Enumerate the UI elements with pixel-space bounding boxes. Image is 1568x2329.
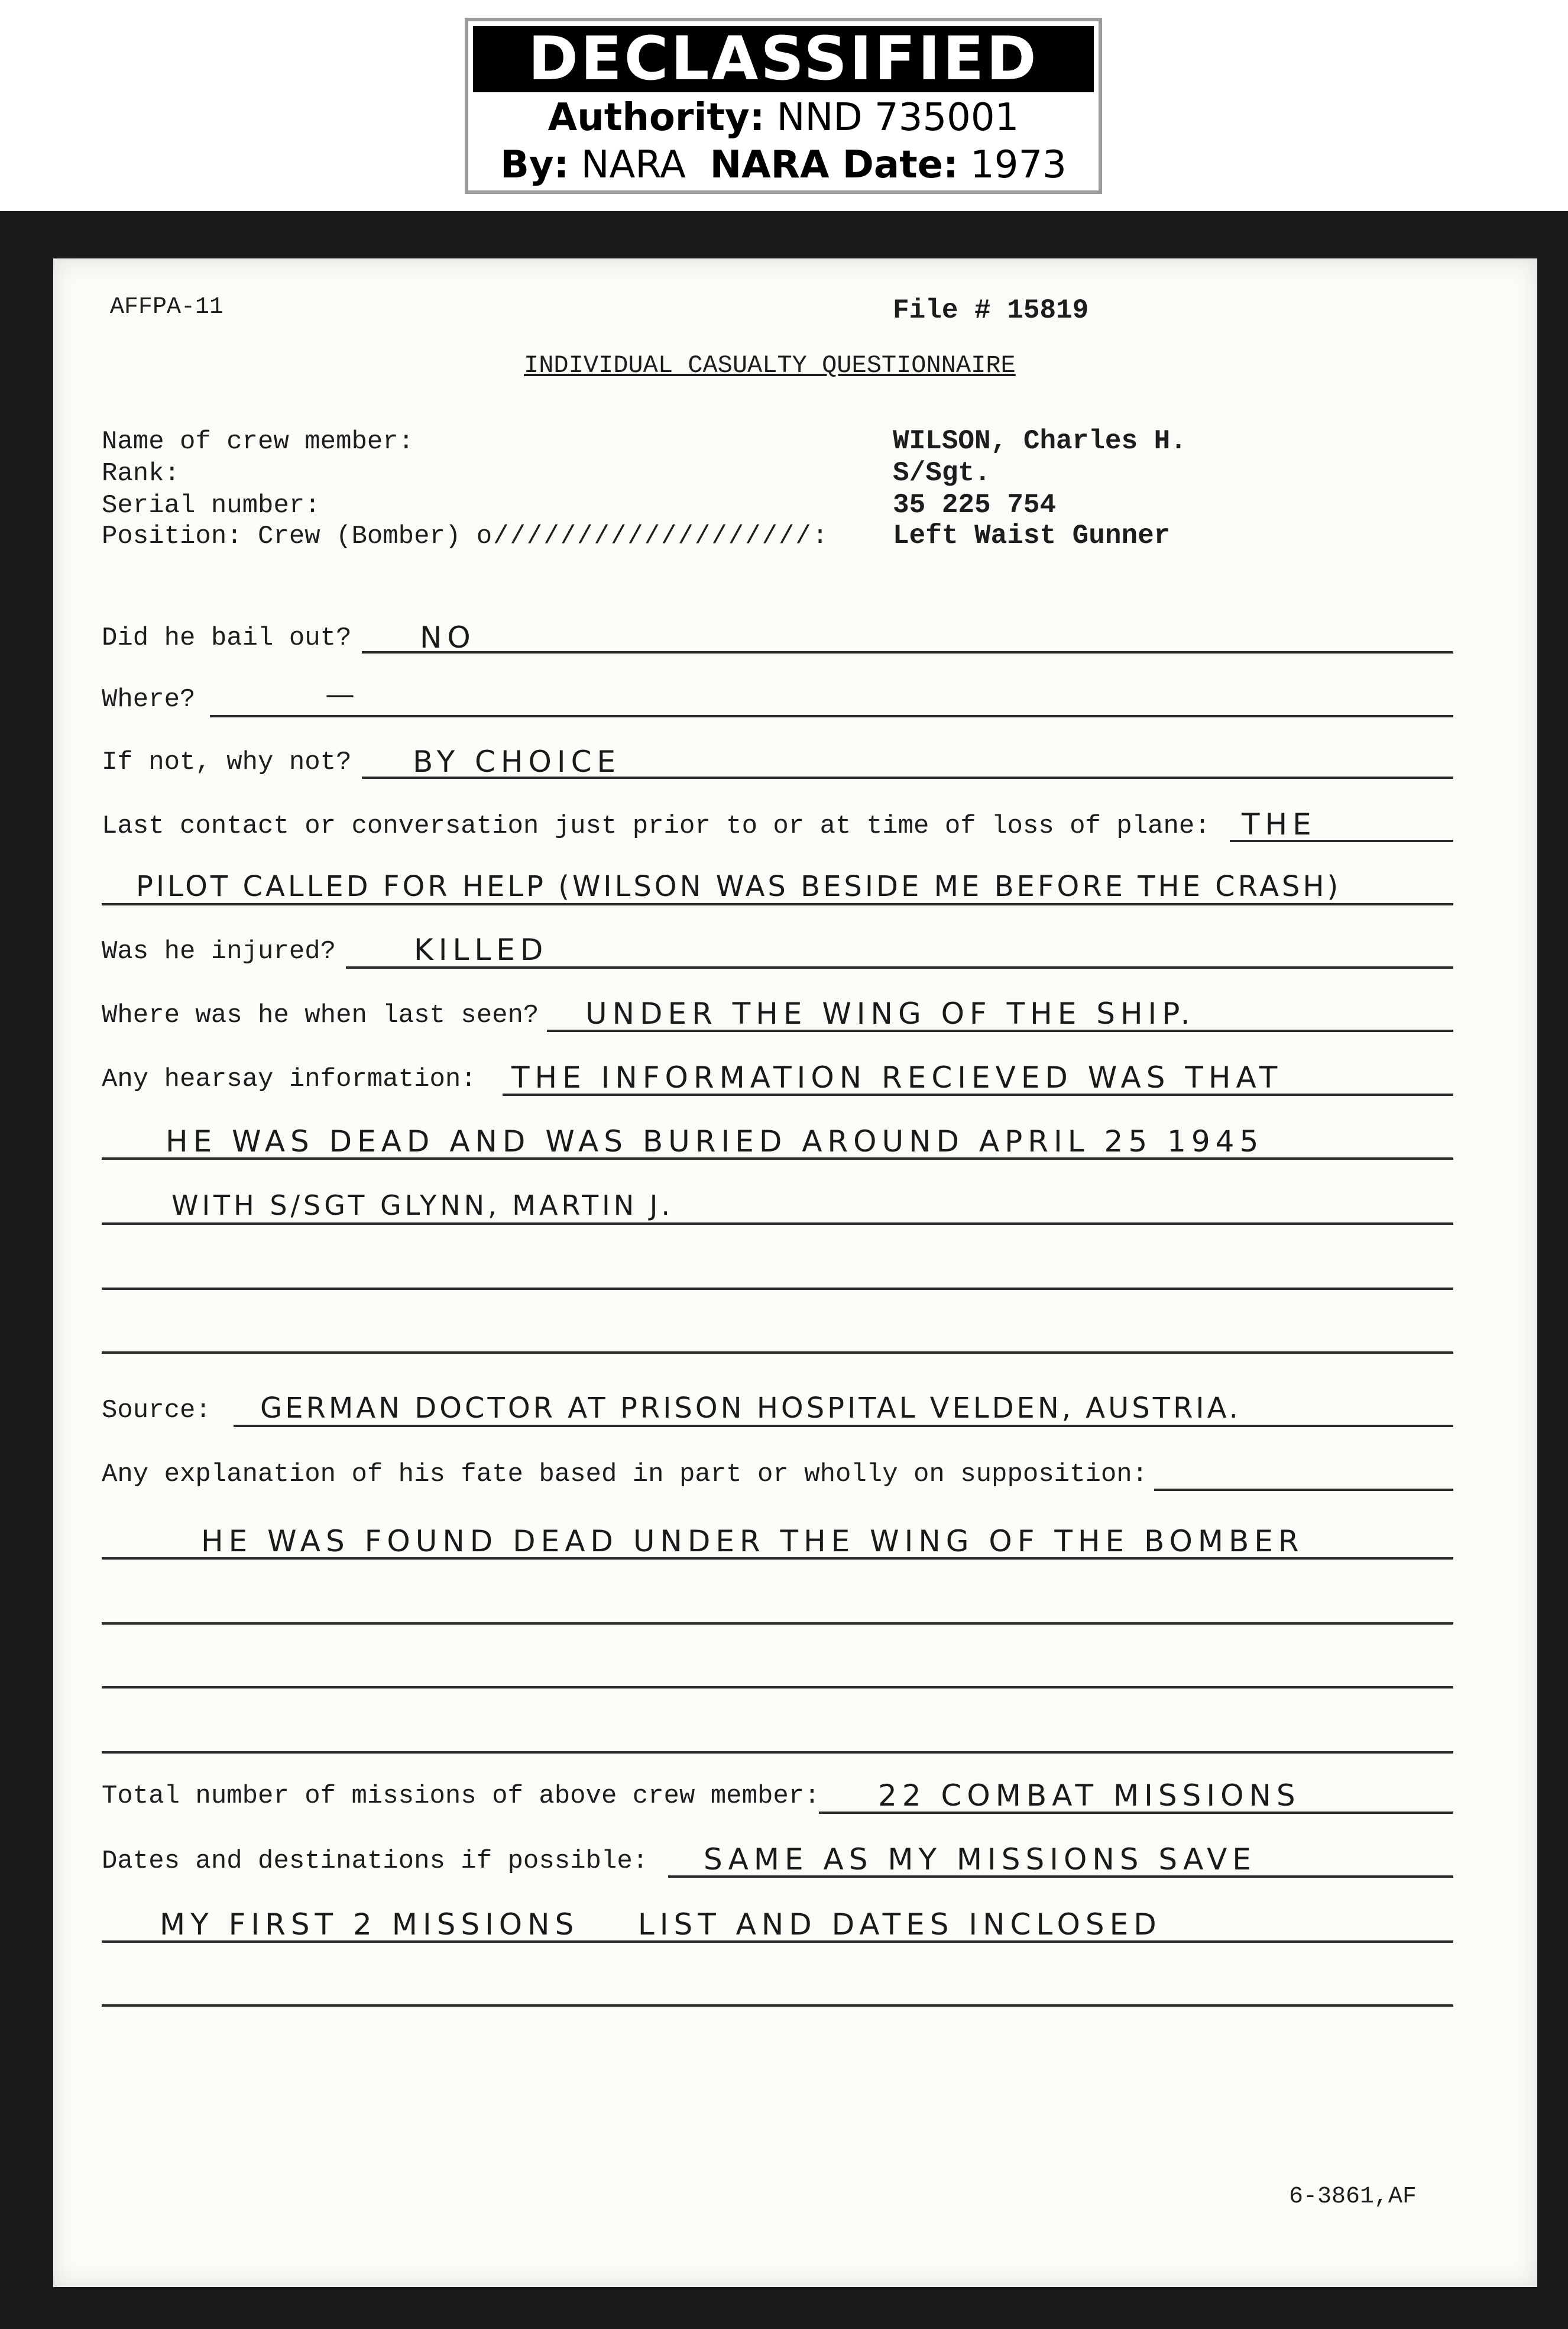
stamp-by-label: By: xyxy=(500,143,569,187)
position-prefix: Position: Crew (Bomber) xyxy=(102,522,461,551)
answer-line xyxy=(102,903,1453,905)
crew-rank-value: S/Sgt. xyxy=(893,458,991,489)
answer-injured: KILLED xyxy=(414,933,549,967)
stamp-authority-line xyxy=(468,96,1099,140)
position-struck-out: o/////////////////// xyxy=(476,522,812,551)
position-colon: : xyxy=(812,522,828,551)
question-source: Source: xyxy=(102,1396,211,1425)
question-last-seen: Where was he when last seen? xyxy=(102,1001,539,1030)
question-dates-destinations: Dates and destinations if possible: xyxy=(102,1846,649,1876)
form-title: INDIVIDUAL CASUALTY QUESTIONNAIRE xyxy=(524,351,1016,380)
question-missions-total: Total number of missions of above crew member: xyxy=(102,1781,820,1811)
answer-line-blank xyxy=(102,1686,1453,1688)
answer-source: GERMAN DOCTOR AT PRISON HOSPITAL VELDEN, AUSTRIA. xyxy=(260,1392,1241,1425)
question-where: Where? xyxy=(102,685,196,714)
answer-hearsay-3: WITH S/SGT GLYNN, MARTIN J. xyxy=(171,1189,673,1221)
stamp-by-value: NARA xyxy=(581,143,686,187)
answer-line xyxy=(102,1222,1453,1225)
stamp-title: DECLASSIFIED xyxy=(473,26,1094,92)
answer-line xyxy=(210,715,1453,717)
answer-explanation: HE WAS FOUND DEAD UNDER THE WING OF THE BOMBER xyxy=(201,1524,1304,1558)
question-injured: Was he injured? xyxy=(102,937,336,966)
crew-name-value: WILSON, Charles H. xyxy=(893,426,1187,457)
answer-line-blank xyxy=(102,2004,1453,2007)
answer-missions-total: 22 COMBAT MISSIONS xyxy=(878,1778,1301,1813)
answer-line xyxy=(362,651,1453,654)
answer-why-not: BY CHOICE xyxy=(413,745,621,779)
stamp-authority-value: NND 735001 xyxy=(776,96,1019,140)
footer-form-code: 6-3861,AF xyxy=(1289,2184,1417,2210)
answer-line xyxy=(1154,1489,1453,1491)
stamp-authority-label: Authority: xyxy=(547,96,765,140)
answer-dates-2: MY FIRST 2 MISSIONS LIST AND DATES INCLOSED xyxy=(160,1907,1162,1942)
crew-serial-value: 35 225 754 xyxy=(893,490,1057,520)
label-rank: Rank: xyxy=(102,459,180,489)
stamp-date-value: 1973 xyxy=(970,143,1067,187)
crew-position-value: Left Waist Gunner xyxy=(893,520,1171,551)
answer-dates-1: SAME AS MY MISSIONS SAVE xyxy=(704,1842,1256,1877)
answer-where: — xyxy=(325,677,360,711)
questionnaire-page xyxy=(53,258,1537,2287)
form-code: AFFPA-11 xyxy=(110,294,224,321)
label-serial: Serial number: xyxy=(102,491,320,520)
scanned-document xyxy=(0,211,1568,2329)
label-position xyxy=(102,523,828,549)
answer-line-blank xyxy=(102,1288,1453,1290)
question-why-not: If not, why not? xyxy=(102,748,352,777)
answer-bail-out: NO xyxy=(420,620,476,655)
answer-last-contact-2: PILOT CALLED FOR HELP (WILSON WAS BESIDE ME BEFORE THE CRASH) xyxy=(136,870,1342,903)
question-last-contact: Last contact or conversation just prior to or at time of loss of plane: xyxy=(102,811,1210,841)
question-bail-out: Did he bail out? xyxy=(102,623,352,653)
answer-line-blank xyxy=(102,1751,1453,1754)
answer-line xyxy=(234,1425,1453,1427)
question-explanation: Any explanation of his fate based in part or wholly on supposition: xyxy=(102,1460,1148,1489)
answer-line-blank xyxy=(102,1622,1453,1625)
answer-hearsay-1: THE INFORMATION RECIEVED WAS THAT xyxy=(511,1060,1283,1095)
stamp-date-label: NARA Date: xyxy=(710,143,958,187)
label-crew-name: Name of crew member: xyxy=(102,427,414,457)
answer-last-contact-1: THE xyxy=(1242,807,1317,842)
stamp-by-line xyxy=(468,143,1099,187)
question-hearsay: Any hearsay information: xyxy=(102,1065,477,1094)
declassified-stamp xyxy=(465,18,1102,194)
answer-last-seen: UNDER THE WING OF THE SHIP. xyxy=(585,997,1196,1031)
file-number: File # 15819 xyxy=(893,295,1089,326)
answer-line-blank xyxy=(102,1351,1453,1354)
answer-hearsay-2: HE WAS DEAD AND WAS BURIED AROUND APRIL 25 1945 xyxy=(166,1124,1264,1159)
